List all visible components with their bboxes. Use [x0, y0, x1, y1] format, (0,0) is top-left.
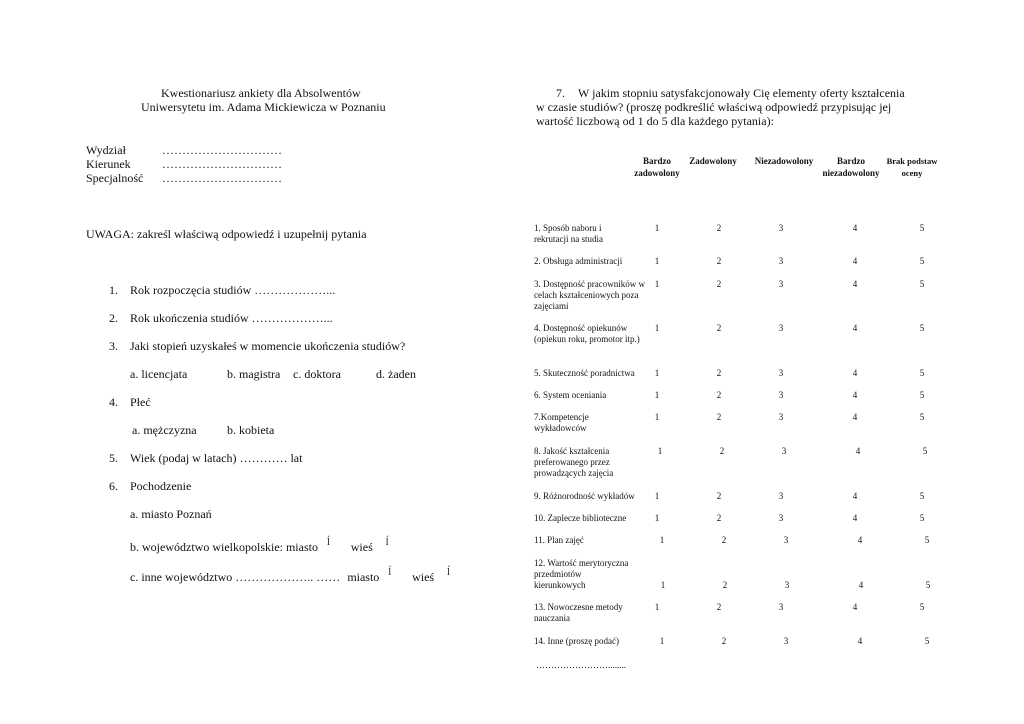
question-4-number: 4.: [109, 395, 118, 409]
question-7-line-3: wartość liczbową od 1 do 5 dla każdego pytania):: [536, 114, 774, 128]
rating-row-label: 1. Sposób naboru i rekrutacji na studia: [534, 223, 603, 244]
q3-option-a[interactable]: a. licencjata: [130, 367, 188, 381]
rating-value-5[interactable]: 5: [919, 223, 925, 233]
rating-row-label: 9. Różnorodność wykładów: [534, 491, 635, 501]
question-6-text: Pochodzenie: [130, 479, 192, 493]
checkbox-icon[interactable]: ĺ: [388, 567, 392, 578]
q3-option-d[interactable]: d. żaden: [376, 367, 416, 381]
scale-header-no-basis: Brak podstaw oceny: [886, 156, 938, 178]
rating-value-1[interactable]: 1: [654, 223, 660, 233]
rating-value-2[interactable]: 2: [722, 580, 728, 590]
question-5-text: Wiek (podaj w latach) ………… lat: [130, 451, 303, 465]
rating-value-2[interactable]: 2: [716, 602, 722, 612]
rating-value-5[interactable]: 5: [919, 491, 925, 501]
rating-row-label: 5. Skuteczność poradnictwa: [534, 368, 635, 378]
field-label: Kierunek: [86, 157, 131, 171]
rating-value-3[interactable]: 3: [778, 323, 784, 333]
rating-value-1[interactable]: 1: [654, 513, 660, 523]
scale-header-dissatisfied: Niezadowolony: [754, 156, 814, 166]
rating-value-2[interactable]: 2: [716, 279, 722, 289]
rating-value-5[interactable]: 5: [919, 390, 925, 400]
rating-value-1[interactable]: 1: [654, 368, 660, 378]
q6-option-a[interactable]: a. miasto Poznań: [130, 507, 212, 521]
rating-value-3[interactable]: 3: [778, 390, 784, 400]
rating-value-5[interactable]: 5: [919, 513, 925, 523]
rating-value-4[interactable]: 4: [852, 491, 858, 501]
rating-row-label: 13. Nowoczesne metody nauczania: [534, 602, 623, 623]
note-text: UWAGA: zakreśl właściwą odpowiedź i uzupełnij pytania: [86, 227, 367, 241]
rating-value-1[interactable]: 1: [654, 390, 660, 400]
rating-value-2[interactable]: 2: [716, 390, 722, 400]
rating-value-3[interactable]: 3: [778, 602, 784, 612]
field-wydzial: [86, 143, 282, 158]
rating-row-label: 6. System oceniania: [534, 390, 607, 400]
rating-value-1[interactable]: 1: [657, 446, 663, 456]
rating-value-1[interactable]: 1: [659, 636, 665, 646]
checkbox-icon[interactable]: ĺ: [385, 537, 389, 548]
rating-value-2[interactable]: 2: [716, 513, 722, 523]
q6-option-b-village-label: wieś: [350, 540, 373, 554]
title-line-2: Uniwersytetu im. Adama Mickiewicza w Poznaniu: [141, 100, 386, 114]
field-specjalnosc: [86, 171, 282, 186]
rating-value-2[interactable]: 2: [716, 323, 722, 333]
rating-row-label: 12. Wartość merytoryczna przedmiotów kierunkowych: [534, 558, 629, 590]
field-dots: …………………………: [162, 157, 282, 171]
rating-row-label: 8. Jakość kształcenia preferowanego przez prowadzących zajęcia: [534, 446, 614, 478]
rating-value-3[interactable]: 3: [783, 636, 789, 646]
rating-value-3[interactable]: 3: [778, 279, 784, 289]
rating-value-1[interactable]: 1: [654, 256, 660, 266]
rating-row-label: 11. Plan zajęć: [534, 535, 584, 545]
rating-value-1[interactable]: 1: [654, 412, 660, 422]
rating-value-2[interactable]: 2: [716, 491, 722, 501]
rating-value-4[interactable]: 4: [852, 368, 858, 378]
rating-value-2[interactable]: 2: [716, 368, 722, 378]
scale-header-very-dissatisfied: Bardzo niezadowolony: [822, 156, 880, 178]
rating-value-5[interactable]: 5: [919, 279, 925, 289]
rating-value-4[interactable]: 4: [852, 223, 858, 233]
rating-row-label: 10. Zaplecze biblioteczne: [534, 513, 627, 523]
rating-value-1[interactable]: 1: [654, 279, 660, 289]
rating-value-4[interactable]: 4: [857, 535, 863, 545]
rating-row-label: 14. Inne (proszę podać): [534, 636, 619, 646]
rating-row-label: 3. Dostępność pracowników w celach kształceniowych poza zajęciami: [534, 279, 645, 311]
rating-value-5[interactable]: 5: [919, 412, 925, 422]
rating-value-4[interactable]: 4: [852, 412, 858, 422]
rating-value-4[interactable]: 4: [852, 390, 858, 400]
rating-value-4[interactable]: 4: [852, 279, 858, 289]
rating-value-1[interactable]: 1: [660, 580, 666, 590]
rating-value-4[interactable]: 4: [852, 323, 858, 333]
rating-value-3[interactable]: 3: [778, 491, 784, 501]
question-3-text: Jaki stopień uzyskałeś w momencie ukończenia studiów?: [130, 339, 406, 353]
rating-value-5[interactable]: 5: [919, 323, 925, 333]
q4-option-b[interactable]: b. kobieta: [227, 423, 275, 437]
rating-value-5[interactable]: 5: [919, 368, 925, 378]
rating-value-5[interactable]: 5: [919, 256, 925, 266]
rating-value-3[interactable]: 3: [781, 446, 787, 456]
rating-value-2[interactable]: 2: [721, 535, 727, 545]
rating-value-2[interactable]: 2: [721, 636, 727, 646]
question-7-line-2: w czasie studiów? (proszę podkreślić właściwą odpowiedź przypisując jej: [536, 100, 892, 114]
title-line-1: Kwestionariusz ankiety dla Absolwentów: [161, 86, 361, 100]
rating-value-4[interactable]: 4: [852, 513, 858, 523]
q6-option-c-label: c. inne województwo ……………….. ……: [130, 570, 341, 584]
rating-value-4[interactable]: 4: [858, 580, 864, 590]
rating-value-3[interactable]: 3: [783, 535, 789, 545]
scale-header-very-satisfied: Bardzo zadowolony: [634, 156, 680, 178]
question-6-number: 6.: [109, 479, 118, 493]
question-2-text: Rok ukończenia studiów ………………...: [130, 311, 333, 325]
rating-value-4[interactable]: 4: [852, 256, 858, 266]
field-dots: …………………………: [162, 171, 282, 185]
q4-option-a[interactable]: a. mężczyzna: [132, 423, 197, 437]
question-7-number: 7.: [556, 86, 565, 100]
rating-value-5[interactable]: 5: [924, 636, 930, 646]
rating-value-2[interactable]: 2: [716, 412, 722, 422]
rating-value-3[interactable]: 3: [778, 256, 784, 266]
rating-value-4[interactable]: 4: [855, 446, 861, 456]
q6-option-c[interactable]: [130, 567, 450, 585]
rating-value-2[interactable]: 2: [716, 256, 722, 266]
rating-row-label: 2. Obsługa administracji: [534, 256, 623, 266]
rating-value-3[interactable]: 3: [778, 223, 784, 233]
question-1-number: 1.: [109, 283, 118, 297]
rating-value-1[interactable]: 1: [654, 602, 660, 612]
rating-value-2[interactable]: 2: [719, 446, 725, 456]
rating-value-1[interactable]: 1: [659, 535, 665, 545]
checkbox-icon[interactable]: ĺ: [326, 537, 330, 548]
q6-option-b[interactable]: [130, 537, 389, 555]
rating-value-2[interactable]: 2: [716, 223, 722, 233]
q3-option-c[interactable]: c. doktora: [293, 367, 341, 381]
question-4-text: Płeć: [130, 395, 151, 409]
field-label: Wydział: [86, 143, 126, 157]
rating-value-4[interactable]: 4: [857, 636, 863, 646]
rating-row-label: 4. Dostępność opiekunów (opiekun roku, promotor itp.): [534, 323, 640, 344]
rating-value-3[interactable]: 3: [784, 580, 790, 590]
q6-option-c-city-label: miasto: [347, 570, 380, 584]
q3-option-b[interactable]: b. magistra: [227, 367, 281, 381]
question-5-number: 5.: [109, 451, 118, 465]
rating-value-5[interactable]: 5: [924, 535, 930, 545]
q6-option-b-label: b. województwo wielkopolskie: miasto: [130, 540, 318, 554]
scale-header-satisfied: Zadowolony: [689, 156, 737, 166]
q6-option-c-village-label: wieś: [412, 570, 435, 584]
rating-value-1[interactable]: 1: [654, 491, 660, 501]
rating-value-4[interactable]: 4: [852, 602, 858, 612]
question-7-line-1: W jakim stopniu satysfakcjonowały Cię elementy oferty kształcenia: [578, 86, 905, 100]
rating-value-5[interactable]: 5: [919, 602, 925, 612]
question-1-text: Rok rozpoczęcia studiów ………………...: [130, 283, 336, 297]
field-dots: …………………………: [162, 143, 282, 157]
footer-dots: ……………………........: [536, 660, 626, 670]
rating-value-1[interactable]: 1: [654, 323, 660, 333]
rating-value-5[interactable]: 5: [922, 446, 928, 456]
rating-value-3[interactable]: 3: [778, 412, 784, 422]
rating-value-3[interactable]: 3: [778, 513, 784, 523]
rating-value-3[interactable]: 3: [778, 368, 784, 378]
field-kierunek: [86, 157, 282, 172]
field-label: Specjalność: [86, 171, 144, 185]
rating-value-5[interactable]: 5: [925, 580, 931, 590]
checkbox-icon[interactable]: ĺ: [447, 567, 450, 578]
question-3-number: 3.: [109, 339, 118, 353]
question-2-number: 2.: [109, 311, 118, 325]
rating-row-label: 7.Kompetencje wykładowców: [534, 412, 589, 433]
